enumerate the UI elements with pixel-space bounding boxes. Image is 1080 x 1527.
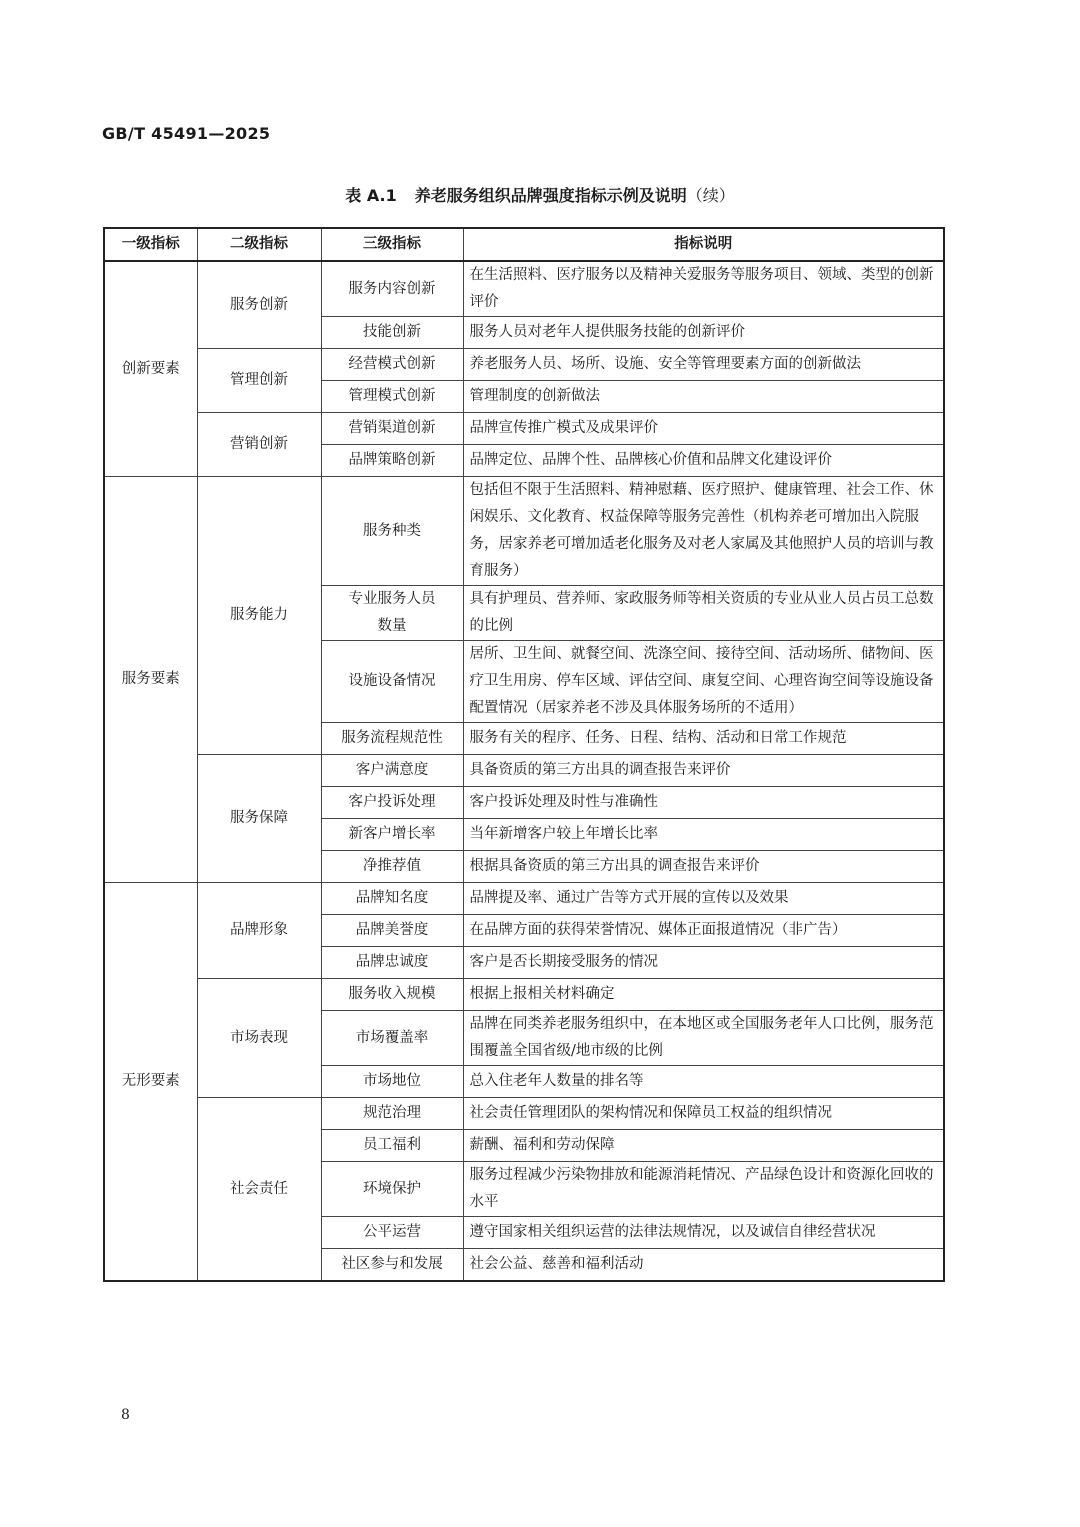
- level3-cell: 净推荐值: [321, 851, 463, 883]
- level3-cell: 管理模式创新: [321, 381, 463, 413]
- level3-cell: 公平运营: [321, 1217, 463, 1249]
- column-header: 二级指标: [197, 228, 321, 261]
- description-cell: 具备资质的第三方出具的调查报告来评价: [463, 755, 944, 787]
- level1-cell: 创新要素: [104, 261, 197, 477]
- level2-cell: 品牌形象: [197, 883, 321, 979]
- level3-cell: 品牌知名度: [321, 883, 463, 915]
- table-row: [104, 477, 944, 586]
- level1-cell: 服务要素: [104, 477, 197, 883]
- description-cell: 在品牌方面的获得荣誉情况、媒体正面报道情况（非广告）: [463, 915, 944, 947]
- level2-cell: 服务能力: [197, 477, 321, 755]
- description-cell: 客户是否长期接受服务的情况: [463, 947, 944, 979]
- level3-cell: 服务收入规模: [321, 979, 463, 1011]
- level2-cell: 服务保障: [197, 755, 321, 883]
- column-header: 指标说明: [463, 228, 944, 261]
- description-cell: 服务人员对老年人提供服务技能的创新评价: [463, 317, 944, 349]
- description-cell: 管理制度的创新做法: [463, 381, 944, 413]
- description-cell: 具有护理员、营养师、家政服务师等相关资质的专业从业人员占员工总数的比例: [463, 586, 944, 641]
- level3-cell: 新客户增长率: [321, 819, 463, 851]
- description-cell: 养老服务人员、场所、设施、安全等管理要素方面的创新做法: [463, 349, 944, 381]
- description-cell: 服务有关的程序、任务、日程、结构、活动和日常工作规范: [463, 723, 944, 755]
- description-cell: 社会责任管理团队的架构情况和保障员工权益的组织情况: [463, 1098, 944, 1130]
- level1-cell: 无形要素: [104, 883, 197, 1282]
- description-cell: 客户投诉处理及时性与准确性: [463, 787, 944, 819]
- level3-cell: 员工福利: [321, 1130, 463, 1162]
- level3-cell: 品牌忠诚度: [321, 947, 463, 979]
- level3-cell: 社区参与和发展: [321, 1249, 463, 1282]
- level3-cell: 服务内容创新: [321, 261, 463, 317]
- table-header-row: [104, 228, 944, 261]
- level3-cell: 技能创新: [321, 317, 463, 349]
- table-caption: [0, 183, 1080, 206]
- description-cell: 在生活照料、医疗服务以及精神关爱服务等服务项目、领域、类型的创新评价: [463, 261, 944, 317]
- description-cell: 品牌在同类养老服务组织中，在本地区或全国服务老年人口比例，服务范围覆盖全国省级/地市级的比例: [463, 1011, 944, 1066]
- level2-cell: 社会责任: [197, 1098, 321, 1282]
- level3-cell: 客户满意度: [321, 755, 463, 787]
- level3-cell: 经营模式创新: [321, 349, 463, 381]
- table-continued-mark: （续）: [686, 186, 735, 205]
- description-cell: 当年新增客户较上年增长比率: [463, 819, 944, 851]
- page-number: 8: [121, 1407, 130, 1423]
- description-cell: 包括但不限于生活照料、精神慰藉、医疗照护、健康管理、社会工作、休闲娱乐、文化教育、权益保障等服务完善性（机构养老可增加出入院服务，居家养老可增加适老化服务及对老人家属及其他照护人员的培训与教育服务）: [463, 477, 944, 586]
- level3-cell: 市场地位: [321, 1066, 463, 1098]
- table-number: 表 A.1: [345, 186, 397, 205]
- table-title: 养老服务组织品牌强度指标示例及说明: [414, 186, 687, 205]
- level3-cell: 客户投诉处理: [321, 787, 463, 819]
- level3-cell: 专业服务人员数量: [321, 586, 463, 641]
- table-row: [104, 755, 944, 787]
- description-cell: 品牌提及率、通过广告等方式开展的宣传以及效果: [463, 883, 944, 915]
- description-cell: 社会公益、慈善和福利活动: [463, 1249, 944, 1282]
- level2-cell: 市场表现: [197, 979, 321, 1098]
- level3-cell: 营销渠道创新: [321, 413, 463, 445]
- description-cell: 品牌定位、品牌个性、品牌核心价值和品牌文化建设评价: [463, 445, 944, 477]
- level2-cell: 营销创新: [197, 413, 321, 477]
- description-cell: 总入住老年人数量的排名等: [463, 1066, 944, 1098]
- column-header: 三级指标: [321, 228, 463, 261]
- description-cell: 薪酬、福利和劳动保障: [463, 1130, 944, 1162]
- table-row: [104, 349, 944, 381]
- level3-cell: 市场覆盖率: [321, 1011, 463, 1066]
- level2-cell: 管理创新: [197, 349, 321, 413]
- indicator-table: [103, 227, 945, 1282]
- column-header: 一级指标: [104, 228, 197, 261]
- table-row: [104, 261, 944, 317]
- description-cell: 遵守国家相关组织运营的法律法规情况，以及诚信自律经营状况: [463, 1217, 944, 1249]
- description-cell: 根据具备资质的第三方出具的调查报告来评价: [463, 851, 944, 883]
- description-cell: 居所、卫生间、就餐空间、洗涤空间、接待空间、活动场所、储物间、医疗卫生用房、停车区域、评估空间、康复空间、心理咨询空间等设施设备配置情况（居家养老不涉及具体服务场所的不适用）: [463, 641, 944, 723]
- table-row: [104, 1098, 944, 1130]
- description-cell: 根据上报相关材料确定: [463, 979, 944, 1011]
- level3-cell: 环境保护: [321, 1162, 463, 1217]
- level3-cell: 服务种类: [321, 477, 463, 586]
- description-cell: 服务过程减少污染物排放和能源消耗情况、产品绿色设计和资源化回收的水平: [463, 1162, 944, 1217]
- level3-cell: 品牌策略创新: [321, 445, 463, 477]
- level3-cell: 规范治理: [321, 1098, 463, 1130]
- table-row: [104, 979, 944, 1011]
- level3-cell: 服务流程规范性: [321, 723, 463, 755]
- description-cell: 品牌宣传推广模式及成果评价: [463, 413, 944, 445]
- level3-cell: 设施设备情况: [321, 641, 463, 723]
- level3-cell: 品牌美誉度: [321, 915, 463, 947]
- table-row: [104, 883, 944, 915]
- level2-cell: 服务创新: [197, 261, 321, 349]
- table-row: [104, 413, 944, 445]
- standard-code: GB/T 45491—2025: [102, 124, 271, 143]
